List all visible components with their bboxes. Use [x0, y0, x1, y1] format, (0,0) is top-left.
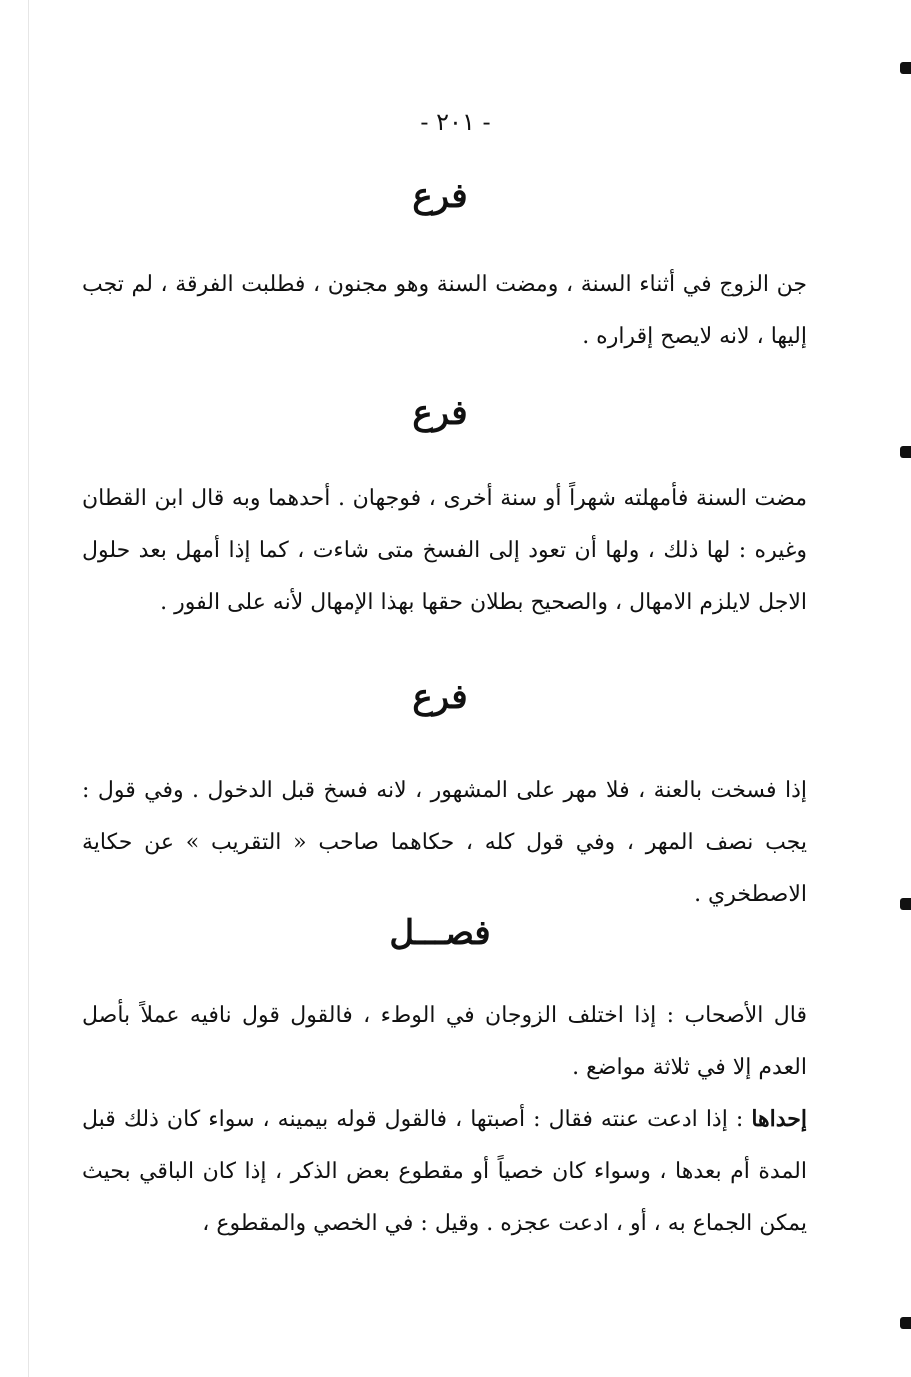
section-heading-4: فصـــل — [389, 913, 491, 953]
section-heading-3: فرع — [412, 677, 468, 717]
paragraph-3: إذا فسخت بالعنة ، فلا مهر على المشهور ، لانه فسخ قبل الدخول . وفي قول : يجب نصف المهر ، وفي قول كله ، حكاهما صاحب « التقريب » عن حكاية الاصطخري . — [82, 778, 807, 907]
section-heading-1: فرع — [412, 176, 468, 216]
scan-edge-mark — [900, 898, 911, 910]
paragraph-1: جن الزوج في أثناء السنة ، ومضت السنة وهو مجنون ، فطلبت الفرقة ، لم تجب إليها ، لانه لايصح إقراره . — [82, 272, 807, 349]
scan-edge-mark — [900, 62, 911, 74]
paragraph-5-text: : إذا ادعت عنته فقال : أصبتها ، فالقول قوله بيمينه ، سواء كان ذلك قبل المدة أم بعدها ، وسواء كان خصياً أو مقطوع بعض الذكر ، إذا كان الباقي بحيث يمكن الجماع به ، أو ، ادعت عجزه . وقيل : في الخصي والمقطوع ، — [82, 1107, 807, 1236]
paragraph-5 — [82, 1093, 807, 1250]
section-heading-2: فرع — [412, 393, 468, 433]
scan-edge-mark — [900, 446, 911, 458]
paragraph-5-lead: إحداها — [751, 1106, 807, 1132]
page-number: - ٢٠١ - — [420, 108, 491, 136]
paragraph-4: قال الأصحاب : إذا اختلف الزوجان في الوطء ، فالقول قول نافيه عملاً بأصل العدم إلا في ثلاثة مواضع . — [82, 1003, 807, 1080]
scan-edge-mark — [900, 1317, 911, 1329]
paragraph-2: مضت السنة فأمهلته شهراً أو سنة أخرى ، فوجهان . أحدهما وبه قال ابن القطان وغيره : لها ذلك ، ولها أن تعود إلى الفسخ متى شاءت ، كما إذا أمهل بعد حلول الاجل لايلزم الامهال ، والصحيح بطلان حقها بهذا الإمهال لأنه على الفور . — [82, 486, 807, 615]
